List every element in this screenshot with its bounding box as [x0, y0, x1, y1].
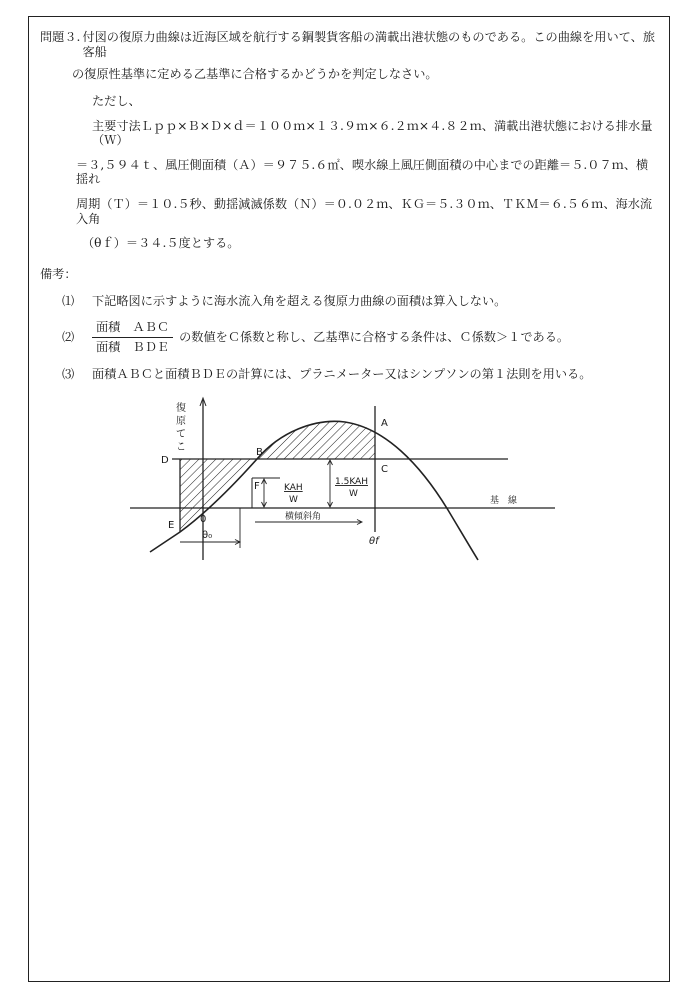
label-origin: 0 — [200, 514, 207, 525]
label-baseline: 基 線 — [490, 496, 518, 506]
label-kah15-numerator: 1.5KAH — [335, 477, 368, 487]
remarks-heading: 備考： — [40, 267, 77, 282]
label-theta-f: θf — [369, 536, 379, 547]
question-text-line1: 付図の復原力曲線は近海区域を航行する鋼製貨客船の満載出港状態のものである。この曲線を用いて、旅客船 — [82, 30, 656, 59]
label-theta-zero: θ₀ — [202, 530, 213, 541]
y-axis-label-2: 原 — [176, 416, 186, 427]
data-line-2: ＝３,５９４ｔ、風圧側面積（Ａ）＝９７５.６㎡、喫水線上風圧側面積の中心までの距離＝５.０７ｍ、横揺れ — [76, 157, 649, 187]
area-abc — [257, 421, 375, 459]
proviso-label: ただし、 — [92, 93, 141, 108]
label-kah-numerator: KAH — [284, 483, 303, 493]
area-fraction — [92, 320, 173, 354]
remark-item-2 — [62, 320, 660, 354]
remark-number-3: ⑶ — [62, 366, 75, 381]
stability-curve-diagram — [130, 392, 560, 567]
y-axis-label-1: 復 — [176, 403, 186, 414]
label-point-d: D — [161, 455, 169, 466]
fraction-numerator: 面積 ＡＢＣ — [92, 320, 173, 338]
label-point-e: E — [168, 520, 175, 531]
label-point-a: A — [381, 418, 388, 429]
label-point-c: C — [381, 464, 388, 475]
label-kah15-denominator: W — [349, 489, 358, 499]
fraction-denominator: 面積 ＢＤＥ — [96, 339, 170, 354]
document-body — [40, 30, 660, 393]
data-line-1: 主要寸法Ｌｐｐ×Ｂ×Ｄ×ｄ＝１００ｍ×１３.９ｍ×６.２ｍ×４.８２ｍ、満載出港状態における排水量（Ｗ） — [92, 118, 653, 148]
remark-item-1 — [62, 294, 660, 309]
label-point-b: B — [256, 447, 263, 458]
question-header — [40, 30, 660, 59]
data-line-3: 周期（Ｔ）＝１０.５秒、動揺減滅係数（Ｎ）＝０.０２ｍ、ＫＧ＝５.３０ｍ、ＴＫＭ＝６.５６ｍ、海水流入角 — [76, 197, 653, 226]
label-x-axis: 横傾斜角 — [285, 512, 322, 522]
remark-text-1: 下記略図に示すように海水流入角を超える復原力曲線の面積は算入しない。 — [92, 293, 507, 308]
remark-number-2: ⑵ — [62, 330, 75, 345]
y-axis-label-4: こ — [176, 442, 186, 453]
remark-text-2: の数値をＣ係数と称し、乙基準に合格する条件は、Ｃ係数＞１である。 — [179, 330, 570, 345]
remark-number-1: ⑴ — [62, 293, 75, 308]
given-data — [40, 119, 660, 148]
y-axis-label-3: て — [176, 429, 186, 440]
question-number: 問題３. — [40, 30, 81, 44]
label-kah-denominator: W — [289, 495, 298, 505]
label-point-f: F — [254, 481, 260, 492]
remark-item-3 — [62, 367, 660, 382]
data-line-4: （θｆ）＝３４.５度とする。 — [82, 236, 240, 251]
question-text-line2: の復原性基準に定める乙基準に合格するかどうかを判定しなさい。 — [72, 67, 438, 82]
area-bde — [180, 459, 257, 532]
remark-text-3: 面積ＡＢＣと面積ＢＤＥの計算には、プラニメーター又はシンプソンの第１法則を用いる。 — [92, 366, 592, 381]
